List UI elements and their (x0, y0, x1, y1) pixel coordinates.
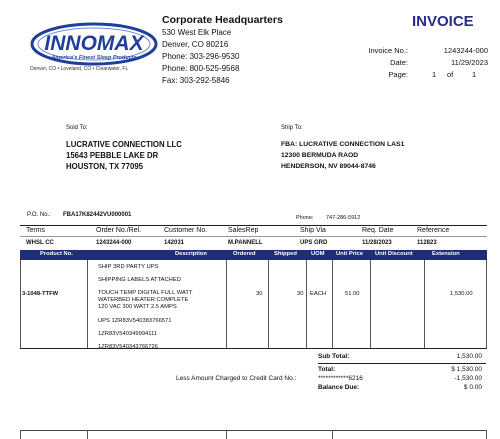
val-order-no: 1243244-000 (96, 240, 132, 246)
hdr-salesrep: SalesRep (228, 227, 259, 234)
phone-label: Phone: (296, 215, 314, 221)
subtotal-value: 1,530.00 (456, 353, 482, 360)
invoice-date-value: 11/29/2023 (451, 58, 488, 67)
column-line (332, 260, 333, 348)
column-line (20, 260, 21, 348)
page-current: 1 (432, 70, 437, 79)
tracking-number: 1ZR83V540349994111 (98, 331, 158, 337)
column-line (226, 430, 227, 439)
po-label: P.O. No.: (27, 212, 51, 218)
column-line (268, 260, 269, 348)
totals-rule (318, 363, 486, 364)
column-line (486, 430, 487, 439)
val-reference: 112823 (417, 240, 437, 246)
th-ordered: Ordered (233, 251, 256, 257)
column-line (306, 260, 307, 348)
table-bottom-rule (20, 348, 487, 349)
hdr-order-no: Order No./Rel. (96, 227, 142, 234)
hdr-ship-via: Ship Via (300, 227, 326, 234)
page-total: 1 (472, 70, 477, 79)
val-req-date: 11/28/2023 (362, 240, 392, 246)
ship-to-label: Ship To: (281, 125, 303, 131)
column-line (424, 260, 425, 348)
po-value: FBA17K82442VU000001 (63, 212, 132, 218)
total-value: $ 1,530.00 (451, 366, 482, 373)
hdr-customer-no: Customer No. (164, 227, 208, 234)
divider (20, 236, 487, 237)
hq-title: Corporate Headquarters (162, 14, 283, 26)
column-line (370, 260, 371, 348)
ship-to-line: FBA: LUCRATIVE CONNECTION LAS1 (281, 141, 405, 148)
line-product-no: 3-1048-TTFW (22, 291, 59, 297)
sold-to-line: HOUSTON, TX 77095 (66, 162, 143, 171)
th-product-no: Product No. (40, 251, 73, 257)
ship-to-line: 12300 BERMUDA RAOD (281, 152, 359, 159)
column-line (332, 430, 333, 439)
footer-rule (20, 430, 487, 431)
tracking-number: 1ZR83V540343766726 (98, 344, 158, 350)
ship-to-line: HENDERSON, NV 89044-8746 (281, 163, 376, 170)
hdr-req-date: Req. Date (362, 227, 394, 234)
divider (20, 225, 487, 226)
card-masked: ************6216 (318, 375, 363, 382)
line-unit-price: 51.00 (345, 291, 360, 297)
hq-line: Fax: 303-292-5846 (162, 76, 230, 85)
company-locations: Denver, CO • Loveland, CO • Clearwater, FL (30, 66, 129, 72)
column-line (20, 430, 21, 439)
column-line (226, 260, 227, 348)
line-shipped: 30 (297, 291, 304, 297)
line-note: SHIP 3RD PARTY UPS (98, 264, 159, 270)
hq-line: Phone: 800-525-9568 (162, 64, 240, 73)
balance-label: Balance Due: (318, 384, 360, 391)
line-ordered: 30 (256, 291, 263, 297)
th-description: Description (175, 251, 207, 257)
val-salesrep: M.PANNELL (228, 240, 263, 246)
th-uom: UOM (311, 251, 325, 257)
column-line (87, 430, 88, 439)
line-note: SHIPPING LABELS ATTACHED (98, 277, 181, 283)
line-extension: 1,530.00 (450, 291, 473, 297)
line-description: WATERBED HEATER COMPLETE (98, 297, 189, 303)
val-ship-via: UPS GRD (300, 240, 328, 246)
invoice-page-label: Page: (388, 70, 408, 79)
line-uom: EACH (310, 291, 327, 297)
val-customer-no: 142031 (164, 240, 185, 246)
sold-to-label: Sold To: (66, 125, 88, 131)
phone-value: 747-286-5912 (326, 215, 361, 221)
hq-line: Denver, CO 80216 (162, 40, 229, 49)
total-label: Total: (318, 366, 336, 373)
th-unit-price: Unit Price (336, 251, 364, 257)
sold-to-line: LUCRATIVE CONNECTION LLC (66, 140, 182, 149)
th-extension: Extension (432, 251, 460, 257)
th-unit-discount: Unit Discount (375, 251, 413, 257)
invoice-date-label: Date: (390, 58, 408, 67)
line-description: 120 VAC 300 WATT 2.5 AMPS (98, 304, 177, 310)
page-of: of (447, 70, 454, 79)
invoice-no-value: 1243244-000 (443, 46, 488, 55)
sold-to-line: 15643 PEBBLE LAKE DR (66, 151, 159, 160)
hdr-reference: Reference (417, 227, 450, 234)
logo-wordmark: INNOMAX (44, 32, 144, 55)
balance-value: $ 0.00 (463, 384, 482, 391)
val-terms: WHSL CC (26, 240, 54, 246)
invoice-title: INVOICE (412, 13, 474, 30)
less-credit-label: Less Amount Charged to Credit Card No.: (176, 375, 297, 382)
column-line (87, 260, 88, 348)
less-credit-value: -1,530.00 (454, 375, 482, 382)
tracking-number: UPS 1ZR83V540383766571 (98, 318, 172, 324)
th-shipped: Shipped (274, 251, 297, 257)
subtotal-label: Sub Total: (318, 353, 350, 360)
hq-line: Phone: 303-296-9530 (162, 52, 240, 61)
hq-line: 530 West Elk Place (162, 28, 232, 37)
invoice-no-label: Invoice No.: (368, 46, 408, 55)
innomax-logo (30, 22, 158, 68)
column-line (486, 260, 487, 348)
hdr-terms: Terms (26, 227, 46, 234)
logo-tagline: America's Finest Sleep Products (51, 55, 137, 61)
line-description: TOUCH TEMP DIGITAL FULL WATT (98, 290, 193, 296)
